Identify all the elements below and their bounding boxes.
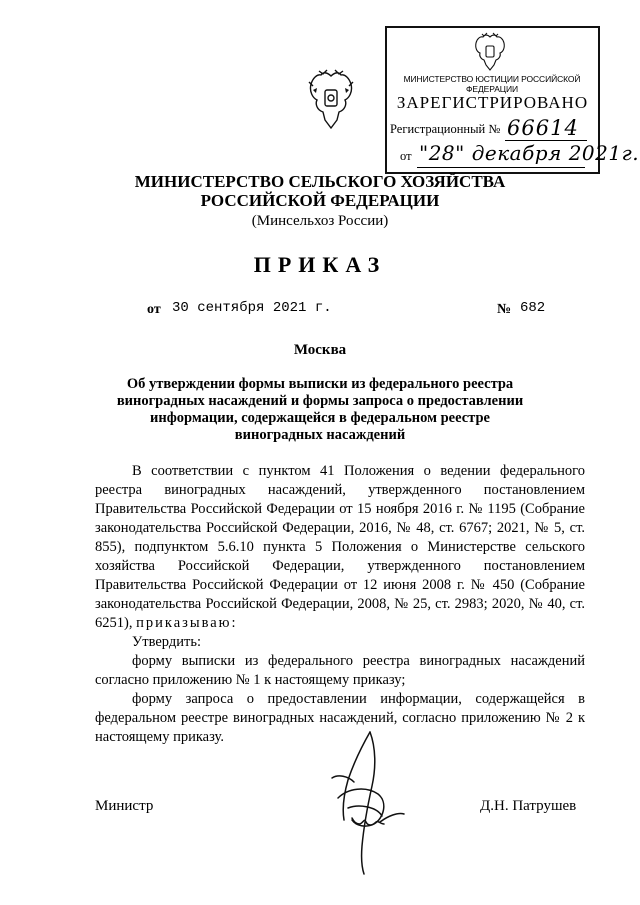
approve-heading: Утвердить: bbox=[132, 634, 201, 650]
preamble-paragraph bbox=[95, 462, 585, 633]
signatory-position: Министр bbox=[95, 798, 154, 814]
ministry-name-line2: РОССИЙСКОЙ ФЕДЕРАЦИИ bbox=[200, 191, 440, 210]
stamp-date-label: от bbox=[400, 149, 412, 163]
subject-line: виноградных насаждений bbox=[234, 427, 406, 443]
stamp-registered-title: ЗАРЕГИСТРИРОВАНО bbox=[396, 93, 589, 112]
ministry-name-line1: МИНИСТЕРСТВО СЕЛЬСКОГО ХОЗЯЙСТВА bbox=[134, 172, 506, 191]
stamp-ministry-name: МИНИСТЕРСТВО ЮСТИЦИИ РОССИЙСКОЙ ФЕДЕРАЦИИ bbox=[403, 74, 581, 94]
approval-item-2: форму запроса о предоставлении информации, содержащейся в федеральном реестре виноградных насаждений, согласно приложению № 2 к настоящему приказу. bbox=[95, 691, 585, 745]
signatory-name: Д.Н. Патрушев bbox=[480, 798, 577, 814]
subject-line: виноградных насаждений и формы запроса о предоставлении bbox=[116, 393, 524, 409]
stamp-registration-number: 66614 bbox=[507, 116, 579, 140]
approval-item-1: форму выписки из федерального реестра виноградных насаждений согласно приложению № 1 к настоящему приказу; bbox=[95, 653, 585, 688]
preamble-text: В соответствии с пунктом 41 Положения о ведении федерального реестра виноградных насаждений, утвержденного постановлением Правительства Российской Федерации от 15 ноября 2016 г. № 1195 (Собрание законодательства Российской Федерации, 2016, № 48, ст. 6767; 2021, № 5, ст. 855), подпунктом 5.6.10 пункта 5 Положения о Министерстве сельского хозяйства Российской Федерации, утвержденного постановлением Правительства Российской Федерации от 12 июня 2008 г. № 450 (Собрание законодательства Российской Федерации, 2008, № 25, ст. 2983; 2020, № 40, ст. 6251), bbox=[95, 463, 585, 631]
coat-of-arms-icon bbox=[305, 68, 357, 132]
stamp-registration-number-label: Регистрационный № bbox=[390, 122, 501, 136]
stamp-coat-of-arms-icon bbox=[472, 32, 508, 72]
subject-line: Об утверждении формы выписки из федерального реестра bbox=[126, 376, 514, 392]
order-operative-word: приказываю: bbox=[136, 615, 238, 631]
ministry-short-name: (Минсельхоз России) bbox=[251, 213, 389, 229]
document-title: ПРИКАЗ bbox=[253, 252, 387, 277]
stamp-date: "28" декабря 2021г. bbox=[419, 141, 640, 165]
order-body bbox=[95, 462, 585, 747]
subject-line: информации, содержащейся в федеральном реестре bbox=[150, 410, 490, 426]
order-number: 682 bbox=[520, 300, 546, 316]
order-date-prefix: от bbox=[147, 302, 161, 317]
handwritten-signature bbox=[318, 728, 408, 878]
order-city: Москва bbox=[293, 342, 347, 358]
order-number-prefix: № bbox=[497, 302, 512, 317]
order-subject bbox=[100, 376, 540, 444]
order-date: 30 сентября 2021 г. bbox=[172, 300, 332, 316]
stamp-date-underline bbox=[417, 167, 585, 168]
